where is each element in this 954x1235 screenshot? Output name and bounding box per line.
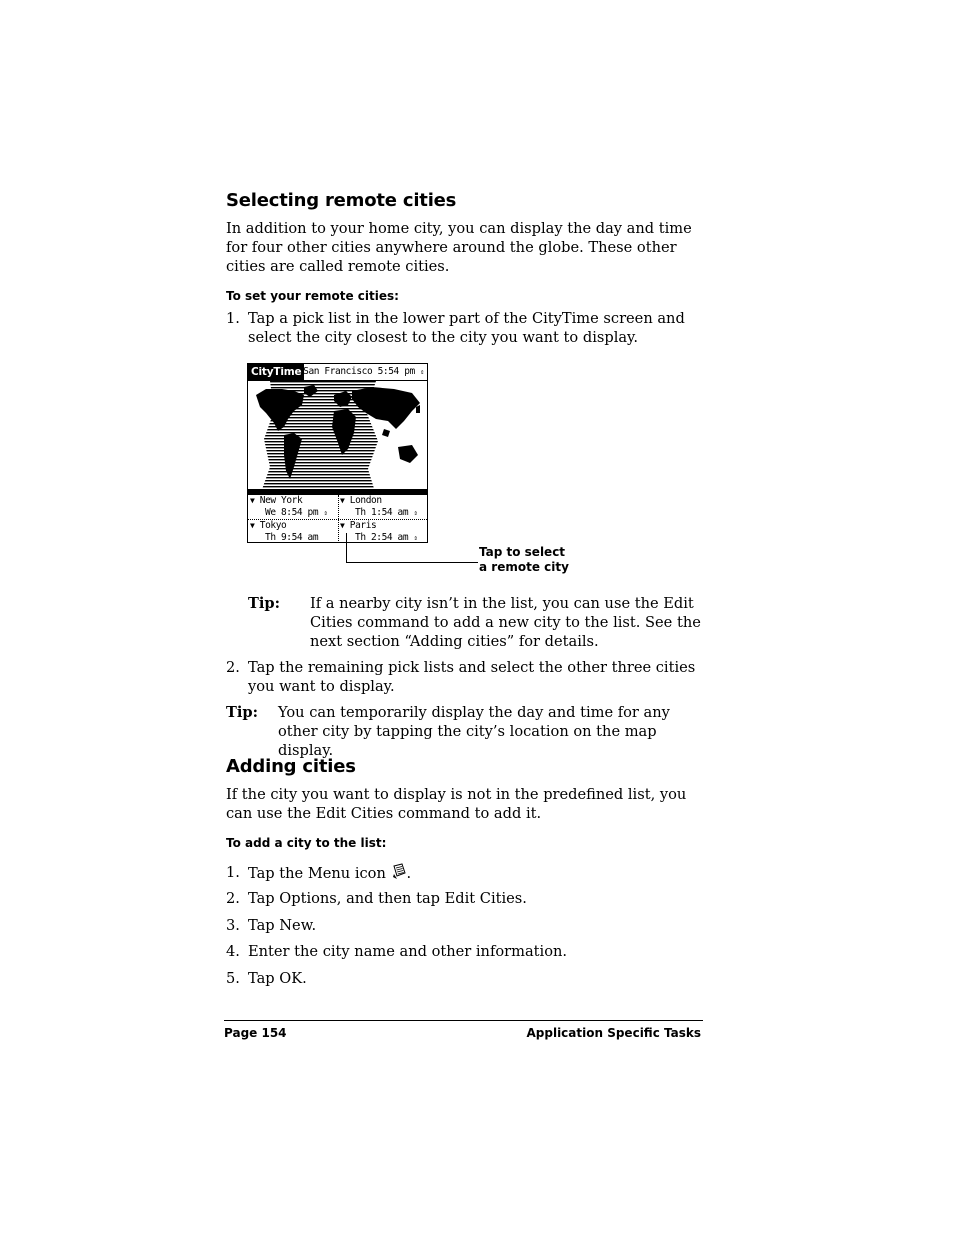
callout-line-1: Tap to select — [479, 545, 566, 559]
app-title: CityTime — [248, 364, 304, 380]
remote-cities-grid — [248, 495, 427, 543]
step-text: Tap a pick list in the lower part of the CityTime screen and select the city closest to the city you want to display. — [248, 310, 685, 346]
step-number: 3. — [226, 917, 240, 934]
step-text — [248, 863, 703, 883]
remote-city-name: Paris — [349, 520, 377, 531]
step-text: Tap the remaining pick lists and select the other three cities you want to display. — [248, 659, 696, 695]
remote-city-time: We 8:54 pm — [265, 507, 319, 518]
step-number: 2. — [226, 890, 240, 907]
step-text-suffix: . — [406, 865, 412, 882]
triangle-down-icon: ▼ — [340, 521, 345, 530]
remote-city-picker-2[interactable] — [340, 495, 417, 519]
triangle-down-icon: ▼ — [250, 521, 255, 530]
callout-text — [479, 545, 569, 575]
procedure-title-add-city: To add a city to the list: — [226, 836, 387, 850]
page-number: Page 154 — [224, 1026, 287, 1040]
home-city-picker[interactable] — [303, 366, 424, 378]
step-text-main: Tap the Menu icon — [248, 865, 386, 882]
device-title-bar — [248, 364, 427, 381]
adding-cities-intro: If the city you want to display is not in the predefined list, you can use the Edit Cities command to add it. — [226, 786, 687, 822]
world-map[interactable] — [248, 381, 427, 495]
callout-line-2: a remote city — [479, 560, 569, 574]
procedure-title-remote: To set your remote cities: — [226, 289, 399, 303]
tip-label: Tip: — [226, 704, 258, 721]
tip-text: You can temporarily display the day and time for any other city by tapping the city’s location on the map display. — [278, 704, 670, 759]
up-down-arrows-icon: ⇕ — [413, 509, 418, 517]
remote-city-time: Th 9:54 am — [265, 532, 319, 543]
remote-cities-intro: In addition to your home city, you can display the day and time for four other cities anywhere around the globe. These other cities are called remote cities. — [226, 220, 692, 275]
step-text: Tap OK. — [248, 970, 307, 987]
triangle-down-icon: ▼ — [340, 496, 345, 505]
tip-text: If a nearby city isn’t in the list, you can use the Edit Cities command to add a new city to the list. See the next section “Adding cities” for details. — [310, 595, 701, 650]
step-text: Enter the city name and other information. — [248, 943, 568, 960]
callout-line-vertical — [346, 533, 347, 563]
up-down-arrows-icon: ⇕ — [420, 368, 424, 376]
triangle-down-icon: ▼ — [250, 496, 255, 505]
remote-city-time: Th 1:54 am — [355, 507, 409, 518]
remote-city-time: Th 2:54 am — [355, 532, 409, 543]
footer-rule — [224, 1020, 703, 1021]
remote-city-name: Tokyo — [259, 520, 287, 531]
step-text: Tap Options, and then tap Edit Cities. — [248, 890, 527, 907]
remote-city-picker-4[interactable] — [340, 520, 417, 543]
step-number: 5. — [226, 970, 240, 987]
step-text: Tap New. — [248, 917, 317, 934]
section-heading-remote-cities: Selecting remote cities — [226, 190, 457, 211]
step-number: 2. — [226, 659, 240, 676]
remote-city-picker-3[interactable] — [250, 520, 318, 543]
step-number: 4. — [226, 943, 240, 960]
remote-city-picker-1[interactable] — [250, 495, 327, 519]
tip-label: Tip: — [248, 595, 280, 612]
section-heading-adding-cities: Adding cities — [226, 756, 356, 777]
remote-city-name: New York — [259, 495, 303, 506]
step-number: 1. — [226, 310, 240, 327]
citytime-screenshot — [247, 363, 428, 543]
step-number: 1. — [226, 864, 240, 881]
callout-line-horizontal — [346, 562, 478, 563]
chapter-title: Application Specific Tasks — [526, 1026, 701, 1040]
remote-city-name: London — [349, 495, 382, 506]
menu-icon — [391, 863, 407, 880]
home-city-label: San Francisco 5:54 pm — [303, 366, 415, 377]
up-down-arrows-icon: ⇕ — [413, 534, 418, 542]
up-down-arrows-icon: ⇕ — [323, 509, 328, 517]
